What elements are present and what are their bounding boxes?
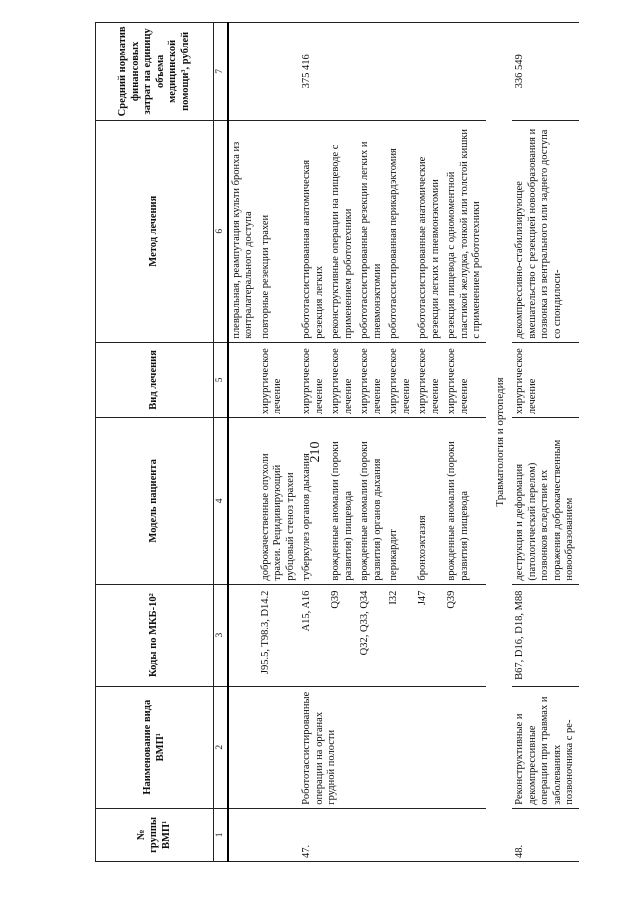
- treatment-method-cell: плевральная, реампутация культи бронха из контралатерального доступа: [228, 120, 258, 342]
- patient-model-cell: доброкачественные опухоли трахеи. Рецидивирующий рубцовый стеноз трахеи: [258, 418, 300, 584]
- treatment-type-cell: хирургическое лечение: [299, 342, 328, 417]
- cost-cell: 375 416: [299, 23, 486, 121]
- cost-cell: 336 549: [512, 23, 579, 121]
- col-number: 5: [214, 342, 228, 417]
- treatment-type-cell: [228, 342, 258, 417]
- group-number-cell: 47.: [299, 808, 486, 861]
- table-row: [258, 23, 300, 862]
- treatment-method-cell: резекция пищевода с одномоментной пластикой желудка, тонкой или толстой кишки с применением робототехники: [444, 120, 486, 342]
- col-number: 4: [214, 418, 228, 584]
- vmp-name-cell: Робототассистированные операции на органах грудной полости: [299, 686, 486, 808]
- patient-model-cell: перикардит: [386, 418, 415, 584]
- col-number: 6: [214, 120, 228, 342]
- treatment-method-cell: повторные резекции трахеи: [258, 120, 300, 342]
- vmp-table: [95, 22, 579, 862]
- col-number: 1: [214, 808, 228, 861]
- treatment-type-cell: хирургическое лечение: [444, 342, 486, 417]
- icd-codes-cell: I32: [386, 584, 415, 686]
- icd-codes-cell: [228, 584, 258, 686]
- treatment-type-cell: хирургическое лечение: [258, 342, 300, 417]
- col-header-treatment-method: Метод лечения: [96, 120, 214, 342]
- column-number-row: [214, 23, 228, 862]
- icd-codes-cell: J95.5, T98.3, D14.2: [258, 584, 300, 686]
- col-header-group-number: № группы ВМП¹: [96, 808, 214, 861]
- vmp-name-cell: [258, 686, 300, 808]
- treatment-type-cell: хирургическое лечение: [512, 342, 579, 417]
- col-header-treatment-type: Вид лечения: [96, 342, 214, 417]
- group-number-cell: 48.: [512, 808, 579, 861]
- patient-model-cell: врожденные аномалии (пороки развития) органов дыхания: [357, 418, 386, 584]
- icd-codes-cell: Q39: [328, 584, 357, 686]
- treatment-type-cell: хирургическое лечение: [357, 342, 386, 417]
- table-row: [228, 23, 258, 862]
- treatment-method-cell: робототассистированная перикардэктомия: [386, 120, 415, 342]
- patient-model-cell: деструкция и деформация (патологический перелом) позвонков вследствие их поражения доброкачественным новообразованием: [512, 418, 579, 584]
- table-row: [299, 23, 328, 862]
- vmp-name-cell: Реконструктивные и декомпрессивные операции при травмах и заболеваниях позвоночника с ре-: [512, 686, 579, 808]
- patient-model-cell: врожденные аномалии (пороки развития) пищевода: [328, 418, 357, 584]
- col-header-vmp-name: Наименование вида ВМП¹: [96, 686, 214, 808]
- section-heading: Травматология и ортопедия: [486, 23, 513, 862]
- patient-model-cell: туберкулез органов дыхания: [299, 418, 328, 584]
- treatment-method-cell: декомпрессивно-стабилизирующее вмешательство с резекцией новообразования и позвонка из вентрального или заднего доступа со спондилоси-: [512, 120, 579, 342]
- cost-cell: [258, 23, 300, 121]
- treatment-method-cell: реконструктивные операции на пищеводе с применением робототехники: [328, 120, 357, 342]
- section-heading-row: [486, 23, 513, 862]
- col-header-patient-model: Модель пациента: [96, 418, 214, 584]
- col-number: 3: [214, 584, 228, 686]
- treatment-method-cell: робототассистированные резекции легких и пневмонэктомии: [357, 120, 386, 342]
- patient-model-cell: бронхоэктазия: [415, 418, 444, 584]
- treatment-method-cell: робототассистированные анатомические резекции легких и пневмонэктомии: [415, 120, 444, 342]
- col-header-icd-codes: Коды по МКБ-10²: [96, 584, 214, 686]
- header-row: [96, 23, 214, 862]
- group-number-cell: [258, 808, 300, 861]
- cost-cell: [228, 23, 258, 121]
- treatment-method-cell: робототассистированная анатомическая резекция легких: [299, 120, 328, 342]
- icd-codes-cell: Q39: [444, 584, 486, 686]
- patient-model-cell: [228, 418, 258, 584]
- icd-codes-cell: Q32, Q33, Q34: [357, 584, 386, 686]
- col-number: 2: [214, 686, 228, 808]
- col-number: 7: [214, 23, 228, 121]
- icd-codes-cell: B67, D16, D18, M88: [512, 584, 579, 686]
- treatment-type-cell: хирургическое лечение: [386, 342, 415, 417]
- patient-model-cell: врожденные аномалии (пороки развития) пищевода: [444, 418, 486, 584]
- treatment-type-cell: хирургическое лечение: [415, 342, 444, 417]
- table-row: [512, 23, 579, 862]
- vmp-name-cell: [228, 686, 258, 808]
- col-header-cost: Средний норматив финансовых затрат на единицу объема медицинской помощи³, рублей: [96, 23, 214, 121]
- rotated-table-sheet: [95, 22, 575, 862]
- page-number: 210: [308, 441, 323, 463]
- treatment-type-cell: хирургическое лечение: [328, 342, 357, 417]
- icd-codes-cell: A15, A16: [299, 584, 328, 686]
- group-number-cell: [228, 808, 258, 861]
- icd-codes-cell: J47: [415, 584, 444, 686]
